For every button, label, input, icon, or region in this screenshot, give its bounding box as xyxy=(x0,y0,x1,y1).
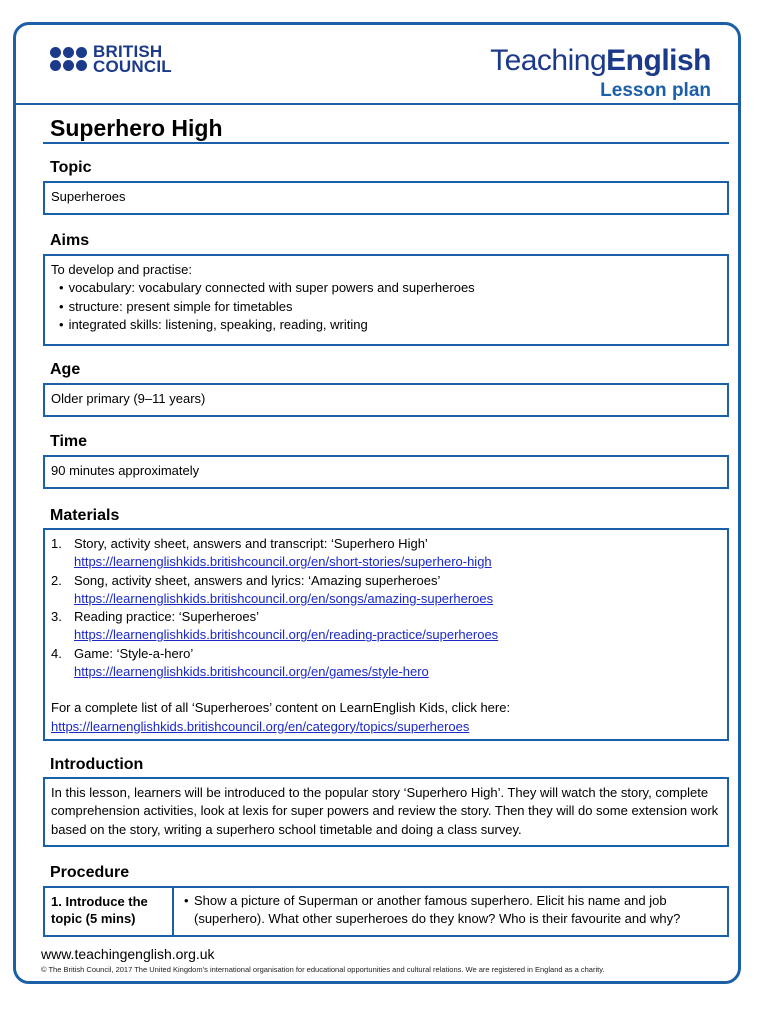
materials-footer-link[interactable]: https://learnenglishkids.britishcouncil.org/en/category/topics/superheroes xyxy=(51,718,470,734)
materials-item xyxy=(51,572,721,609)
procedure-bullet: • Show a picture of Superman or another famous superhero. Elicit his name and job (superhero). What other superheroes do they know? Who is their favourite and why? xyxy=(194,892,721,928)
footer-url: www.teachingenglish.org.uk xyxy=(41,946,215,962)
age-text: Older primary (9–11 years) xyxy=(51,391,206,406)
lesson-plan-label: Lesson plan xyxy=(600,80,711,101)
page-title: Superhero High xyxy=(50,115,223,141)
introduction-heading: Introduction xyxy=(50,756,144,773)
aims-item: • integrated skills: listening, speaking, reading, writing xyxy=(59,316,721,334)
materials-item-text: Story, activity sheet, answers and transcript: ‘Superhero High’ xyxy=(74,536,428,551)
procedure-table xyxy=(43,886,729,937)
british-council-logo xyxy=(50,44,172,74)
teaching-english-brand xyxy=(490,44,711,78)
materials-footer-text: For a complete list of all ‘Superheroes’ content on LearnEnglish Kids, click here: xyxy=(51,700,511,716)
org-name-line1: BRITISH xyxy=(93,42,163,61)
age-heading: Age xyxy=(50,361,81,378)
materials-item-link[interactable]: https://learnenglishkids.britishcouncil.org/en/games/style-hero xyxy=(74,664,429,680)
org-name-line2: COUNCIL xyxy=(93,57,172,76)
materials-item-text: Game: ‘Style-a-hero’ xyxy=(74,645,194,661)
topic-heading: Topic xyxy=(50,159,92,176)
header-divider xyxy=(13,103,741,105)
materials-item-link[interactable]: https://learnenglishkids.britishcouncil.org/en/short-stories/superhero-high xyxy=(74,554,492,570)
age-box xyxy=(43,383,729,417)
aims-box xyxy=(43,254,729,346)
materials-item-number: 1. xyxy=(51,536,62,551)
procedure-step-description xyxy=(174,888,727,935)
procedure-heading: Procedure xyxy=(50,864,130,881)
materials-item xyxy=(51,608,721,645)
aims-intro: To develop and practise: xyxy=(51,262,192,277)
introduction-text: In this lesson, learners will be introduced to the popular story ‘Superhero High’. They will watch the story, complete comprehension activities, look at lexis for super powers and review the story. Then they will do some extension work based on the story, writing a superhero school timetable and doing a class survey. xyxy=(51,785,719,837)
materials-item xyxy=(51,645,721,682)
footer-copyright: © The British Council, 2017 The United Kingdom’s international organisation for educational opportunities and cultural relations. We are registered in England as a charity. xyxy=(41,965,605,974)
materials-item-text: Song, activity sheet, answers and lyrics: ‘Amazing superheroes’ xyxy=(74,572,441,588)
aims-heading: Aims xyxy=(50,232,90,249)
materials-item-number: 2. xyxy=(51,572,62,588)
title-divider xyxy=(43,142,729,144)
materials-item-text: Reading practice: ‘Superheroes’ xyxy=(74,609,259,625)
british-council-dots-icon xyxy=(50,47,87,71)
aims-item: • vocabulary: vocabulary connected with super powers and superheroes xyxy=(59,279,721,297)
aims-list xyxy=(51,279,721,334)
materials-item xyxy=(51,535,721,572)
materials-item-number: 3. xyxy=(51,609,62,625)
introduction-box xyxy=(43,777,729,847)
materials-item-link[interactable]: https://learnenglishkids.britishcouncil.org/en/songs/amazing-superheroes xyxy=(74,590,494,606)
aims-item: • structure: present simple for timetables xyxy=(59,298,721,316)
materials-item-number: 4. xyxy=(51,645,62,661)
materials-item-link[interactable]: https://learnenglishkids.britishcouncil.org/en/reading-practice/superheroes xyxy=(74,627,499,643)
brand-light: Teaching xyxy=(490,44,607,77)
time-box xyxy=(43,455,729,489)
topic-text: Superheroes xyxy=(51,189,126,204)
materials-box xyxy=(43,528,729,741)
time-heading: Time xyxy=(50,433,88,450)
time-text: 90 minutes approximately xyxy=(51,463,200,478)
materials-list xyxy=(51,535,721,681)
topic-box xyxy=(43,181,729,215)
brand-bold: English xyxy=(606,44,711,77)
procedure-step-label: 1. Introduce the topic (5 mins) xyxy=(45,888,174,935)
materials-heading: Materials xyxy=(50,507,120,524)
